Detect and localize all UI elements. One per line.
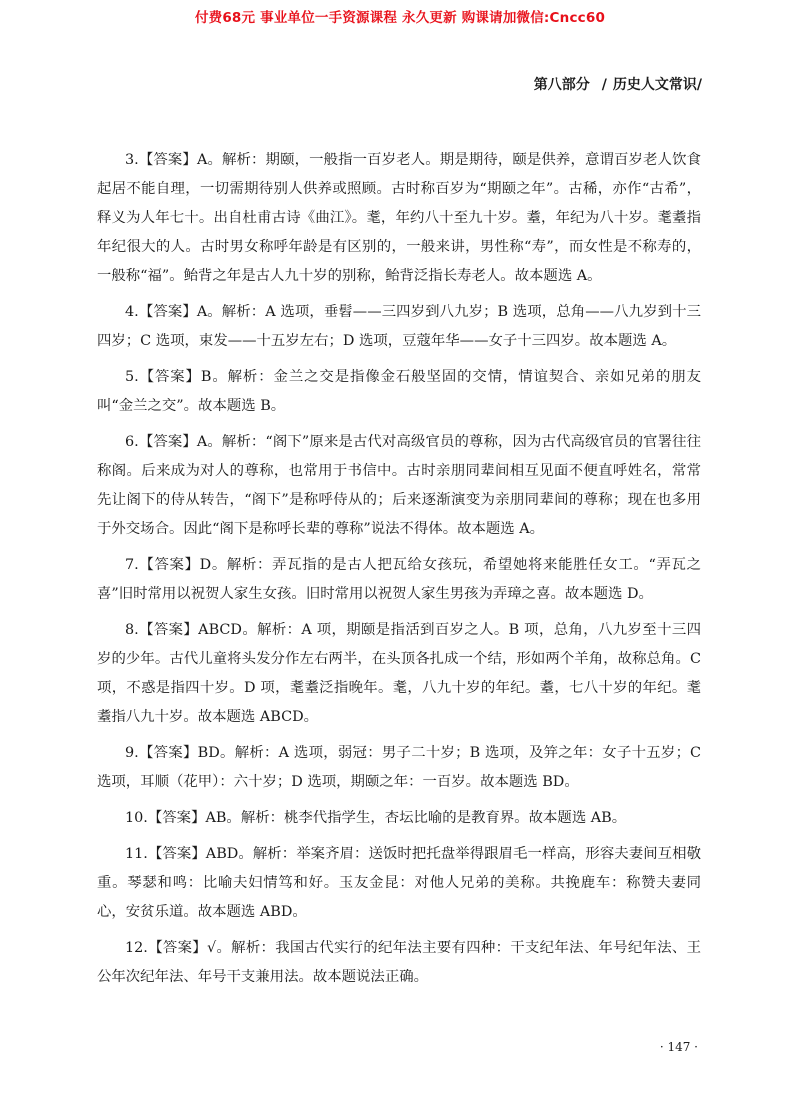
answer-label: 【答案】 <box>147 846 206 862</box>
item-number: 7. <box>125 557 139 573</box>
item-number: 5. <box>125 369 139 385</box>
page-number: · 147 · <box>659 1040 698 1054</box>
item-number: 6. <box>125 434 139 450</box>
answer-item-4 <box>97 298 701 356</box>
answer-label: 【答案】 <box>138 557 200 573</box>
header-separator: / <box>601 77 607 93</box>
answer-item-11 <box>97 840 701 927</box>
item-number: 10. <box>125 810 148 826</box>
section-title: 历史人文常识 <box>612 77 697 93</box>
answer-item-10 <box>97 804 701 833</box>
answer-item-6 <box>97 428 701 544</box>
item-number: 12. <box>125 940 148 956</box>
answer-label: 【答案】 <box>138 745 198 761</box>
answer-label: 【答案】 <box>147 810 206 826</box>
item-number: 3. <box>125 152 139 168</box>
item-number: 9. <box>125 745 139 761</box>
answer-label: 【答案】 <box>138 434 197 450</box>
running-header <box>534 74 702 94</box>
watermark-banner: 付费68元 事业单位一手资源课程 永久更新 购课请加微信:Cncc60 <box>194 10 606 26</box>
answer-item-7 <box>97 551 701 609</box>
answer-text: ABCD。解析：A 项，期颐是指活到百岁之人。B 项，总角，八九岁至十三四岁的少年。古代儿童将头发分作左右两半，在头顶各扎成一个结，形如两个羊角，故称总角。C 项，不惑是指四十岁。D 项，耄耋泛指晚年。耄，八九十岁的年纪。耋，七八十岁的年纪。耄耋指八九十岁。故本题选 ABCD。 <box>97 622 701 725</box>
answer-text: D。解析：弄瓦指的是古人把瓦给女孩玩，希望她将来能胜任女工。“弄瓦之喜”旧时常用以祝贺人家生女孩。旧时常用以祝贺人家生男孩为弄璋之喜。故本题选 D。 <box>97 557 701 602</box>
header-end-mark: / <box>696 77 702 93</box>
answer-label: 【答案】 <box>138 304 197 320</box>
answer-label: 【答案】 <box>138 152 197 168</box>
answer-text: ABD。解析：举案齐眉：送饭时把托盘举得跟眉毛一样高，形容夫妻间互相敬重。琴瑟和鸣：比喻夫妇情笃和好。玉友金昆：对他人兄弟的美称。共挽鹿车：称赞夫妻同心，安贫乐道。故本题选 ABD。 <box>97 846 701 920</box>
answer-text: A。解析：A 选项，垂髫——三四岁到八九岁；B 选项，总角——八九岁到十三四岁；C 选项，束发——十五岁左右；D 选项，豆蔻年华——女子十三四岁。故本题选 A。 <box>97 304 701 349</box>
answer-list <box>97 146 701 992</box>
answer-item-5 <box>97 363 701 421</box>
section-label: 第八部分 <box>533 77 590 93</box>
item-number: 4. <box>125 304 139 320</box>
answer-label: 【答案】 <box>147 940 207 956</box>
answer-text: AB。解析：桃李代指学生，杏坛比喻的是教育界。故本题选 AB。 <box>205 810 627 826</box>
answer-text: BD。解析：A 选项，弱冠：男子二十岁；B 选项，及笄之年：女子十五岁；C 选项，耳顺（花甲）：六十岁；D 选项，期颐之年：一百岁。故本题选 BD。 <box>97 745 701 790</box>
item-number: 8. <box>125 622 139 638</box>
answer-text: B。解析：金兰之交是指像金石般坚固的交情，情谊契合、亲如兄弟的朋友叫“金兰之交”。故本题选 B。 <box>97 369 701 414</box>
answer-text: A。解析：期颐，一般指一百岁老人。期是期待，颐是供养，意谓百岁老人饮食起居不能自理，一切需期待别人供养或照顾。古时称百岁为“期颐之年”。古稀，亦作“古希”，释义为人年七十。出自杜甫古诗《曲江》。耄，年约八十至九十岁。耋，年纪为八十岁。耄耋指年纪很大的人。古时男女称呼年龄是有区别的，一般来讲，男性称“寿”，而女性是不称寿的，一般称“福”。鲐背之年是古人九十岁的别称，鲐背泛指长寿老人。故本题选 A。 <box>97 152 701 284</box>
answer-item-3 <box>97 146 701 291</box>
answer-item-9 <box>97 739 701 797</box>
answer-text: A。解析：“阁下”原来是古代对高级官员的尊称，因为古代高级官员的官署往往称阁。后来成为对人的尊称，也常用于书信中。古时亲朋同辈间相互见面不便直呼姓名，常常先让阁下的侍从转告，“阁下”是称呼侍从的；后来逐渐演变为亲朋同辈间的尊称；现在也多用于外交场合。因此“阁下是称呼长辈的尊称”说法不得体。故本题选 A。 <box>97 434 701 537</box>
answer-label: 【答案】 <box>138 369 201 385</box>
answer-item-8 <box>97 616 701 732</box>
item-number: 11. <box>125 846 148 862</box>
answer-label: 【答案】 <box>138 622 199 638</box>
answer-item-12 <box>97 934 701 992</box>
answer-text: √。解析：我国古代实行的纪年法主要有四种：干支纪年法、年号纪年法、王公年次纪年法、年号干支兼用法。故本题说法正确。 <box>97 940 701 985</box>
